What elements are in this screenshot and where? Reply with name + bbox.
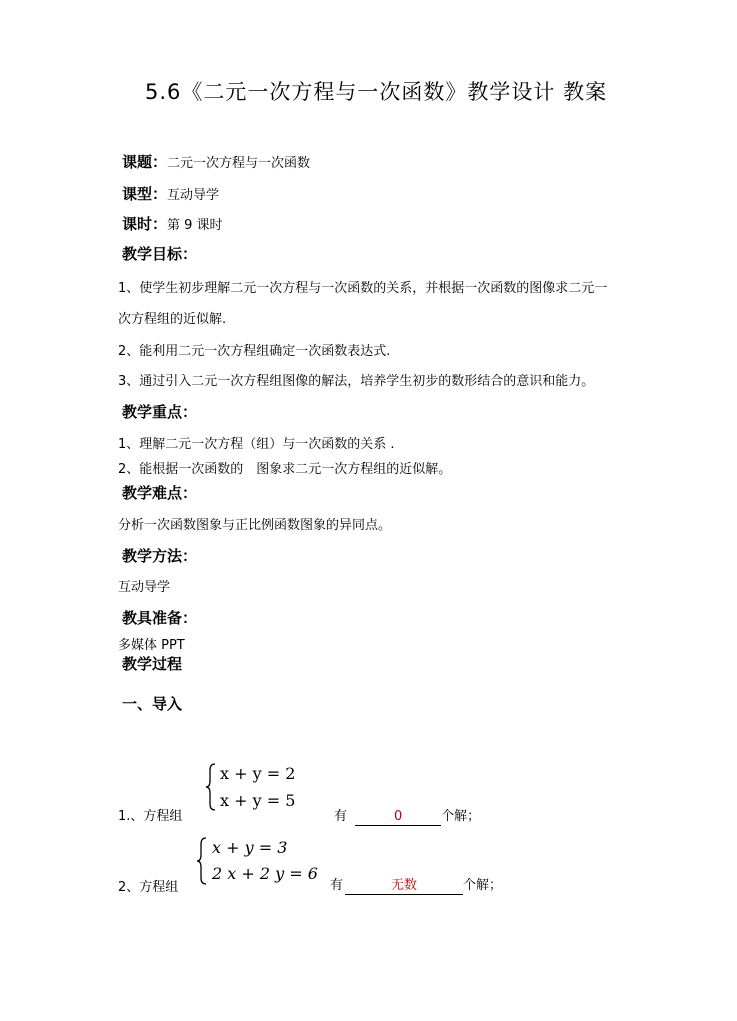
type-row — [122, 183, 219, 204]
q1-suffix: 个解； — [441, 809, 481, 824]
period-row — [122, 213, 223, 234]
page-title: 5.6《二元一次方程与一次函数》教学设计 教案 — [145, 80, 608, 104]
brace-2-icon — [196, 836, 208, 886]
q1-equation-2: x + y = 5 — [220, 791, 296, 810]
topic-label: 课题： — [122, 153, 168, 171]
goal-1b: 次方程组的近似解. — [118, 312, 227, 327]
q2-equation-1: x + y = 3 — [212, 838, 288, 857]
q1-answer-blank: 0 — [355, 809, 441, 826]
period-label: 课时： — [122, 215, 168, 233]
q1-row — [334, 805, 480, 826]
difficulty-text: 分析一次函数图象与正比例函数图象的异同点。 — [118, 518, 392, 533]
method-heading: 教学方法： — [122, 547, 198, 565]
process-heading: 教学过程 — [122, 655, 183, 673]
key-heading: 教学重点： — [122, 403, 198, 421]
q1-label: 1.、方程组 — [118, 809, 183, 824]
goal-2: 2、能利用二元一次方程组确定一次函数表达式. — [118, 344, 391, 359]
method-text: 互动导学 — [118, 580, 171, 595]
q2-equation-2: 2 x + 2 y = 6 — [212, 864, 318, 883]
goal-3: 3、通过引入二元一次方程组图像的解法，培养学生初步的数形结合的意识和能力。 — [118, 374, 595, 389]
q2-has: 有 — [330, 878, 344, 893]
type-value: 互动导学 — [167, 188, 220, 203]
topic-row — [122, 151, 310, 172]
intro-heading: 一、导入 — [122, 695, 183, 713]
q2-suffix: 个解； — [463, 878, 503, 893]
difficulty-heading: 教学难点： — [122, 484, 198, 502]
key-2: 2、能根据一次函数的 图象求二元一次方程组的近似解。 — [118, 462, 452, 477]
type-label: 课型： — [122, 185, 168, 203]
period-value: 第 9 课时 — [167, 218, 223, 233]
q2-answer-blank: 无数 — [345, 878, 463, 895]
tools-heading: 教具准备： — [122, 609, 198, 627]
goals-heading: 教学目标： — [122, 245, 198, 263]
q2-label: 2、方程组 — [118, 880, 179, 895]
topic-value: 二元一次方程与一次函数 — [167, 156, 311, 171]
tools-text: 多媒体 PPT — [118, 638, 185, 653]
q2-row — [330, 874, 502, 895]
q1-has: 有 — [334, 809, 348, 824]
q1-equation-1: x + y = 2 — [220, 764, 296, 783]
brace-1-icon — [205, 762, 217, 812]
key-1: 1、理解二元一次方程（组）与一次函数的关系 . — [118, 437, 395, 452]
goal-1a: 1、使学生初步理解二元一次方程与一次函数的关系，并根据一次函数的图像求二元一 — [118, 281, 608, 296]
